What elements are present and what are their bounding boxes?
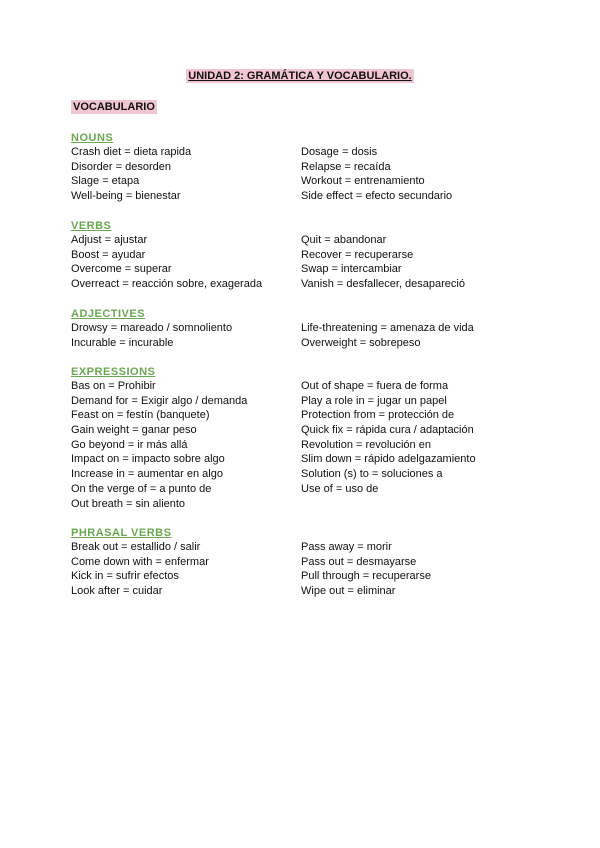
entry: Go beyond = ir más allá <box>71 438 188 451</box>
entry: Protection from = protección de <box>301 409 455 422</box>
left-column <box>71 233 301 292</box>
entry: Well-being = bienestar <box>71 190 181 203</box>
entry: Crash diet = dieta rapida <box>71 146 192 158</box>
entry: Quit = abandonar <box>301 234 387 246</box>
entry: Use of = uso de <box>301 482 379 495</box>
entry: Impact on = impacto sobre algo <box>71 453 225 466</box>
entry: Incurable = incurable <box>71 336 174 349</box>
page-title-wrap <box>0 70 600 82</box>
entry: Overcome = superar <box>71 263 172 276</box>
entry: Vanish = desfallecer, desapareció <box>301 278 465 291</box>
entry: Wipe out = eliminar <box>301 585 396 598</box>
section-phrasal-verbs <box>71 526 531 599</box>
page-title: UNIDAD 2: GRAMÁTICA Y VOCABULARIO. <box>188 70 412 82</box>
entry: Side effect = efecto secundario <box>301 190 453 203</box>
entry: Increase in = aumentar en algo <box>71 468 223 481</box>
section-heading: VERBS <box>71 220 112 232</box>
right-column <box>301 379 531 511</box>
entry: Slim down = rápido adelgazamiento <box>301 453 476 466</box>
section-adjectives <box>71 307 531 350</box>
entry: Quick fix = rápida cura / adaptación <box>301 424 474 437</box>
left-column <box>71 540 301 599</box>
right-column <box>301 540 531 599</box>
entry: Break out = estallido / salir <box>71 541 201 553</box>
entry: Life-threatening = amenaza de vida <box>301 322 474 334</box>
left-column <box>71 321 301 350</box>
entry: Kick in = sufrir efectos <box>71 570 179 583</box>
entry: Feast on = festín (banquete) <box>71 409 210 422</box>
entry: Drowsy = mareado / somnoliento <box>71 322 233 334</box>
entry: Pull through = recuperarse <box>301 570 431 583</box>
section-expressions <box>71 365 531 511</box>
entry: Pass away = morir <box>301 541 392 553</box>
section-heading: ADJECTIVES <box>71 308 146 320</box>
section-heading: PHRASAL VERBS <box>71 527 172 539</box>
entry: Relapse = recaída <box>301 160 391 173</box>
entry: Slage = etapa <box>71 175 140 188</box>
entry: Pass out = desmayarse <box>301 555 417 568</box>
entry: Revolution = revolución en <box>301 438 431 451</box>
section-nouns <box>71 131 531 204</box>
entry: Swap = intercambiar <box>301 263 402 276</box>
entry: Play a role in = jugar un papel <box>301 394 447 407</box>
right-column <box>301 233 531 292</box>
section-heading: NOUNS <box>71 132 114 144</box>
section-heading: EXPRESSIONS <box>71 366 156 378</box>
entry: Bas on = Prohibir <box>71 380 156 392</box>
entry: Overreact = reacción sobre, exagerada <box>71 278 263 291</box>
entry: Boost = ayudar <box>71 248 146 261</box>
entry: Dosage = dosis <box>301 146 378 158</box>
entry: Out breath = sin aliento <box>71 497 186 510</box>
entry: Recover = recuperarse <box>301 248 414 261</box>
entry: Gain weight = ganar peso <box>71 424 197 437</box>
right-column <box>301 145 531 204</box>
entry: Look after = cuidar <box>71 585 163 598</box>
vocabulary-heading: VOCABULARIO <box>73 101 155 113</box>
entry: Adjust = ajustar <box>71 234 148 246</box>
left-column <box>71 145 301 204</box>
right-column <box>301 321 531 350</box>
section-verbs <box>71 219 531 292</box>
entry: Overweight = sobrepeso <box>301 336 421 349</box>
entry: Come down with = enfermar <box>71 555 209 568</box>
entry: Demand for = Exigir algo / demanda <box>71 394 248 407</box>
entry: Solution (s) to = soluciones a <box>301 468 443 481</box>
left-column <box>71 379 301 511</box>
entry: On the verge of = a punto de <box>71 482 212 495</box>
entry: Out of shape = fuera de forma <box>301 380 449 392</box>
entry: Disorder = desorden <box>71 160 171 173</box>
entry: Workout = entrenamiento <box>301 175 425 188</box>
